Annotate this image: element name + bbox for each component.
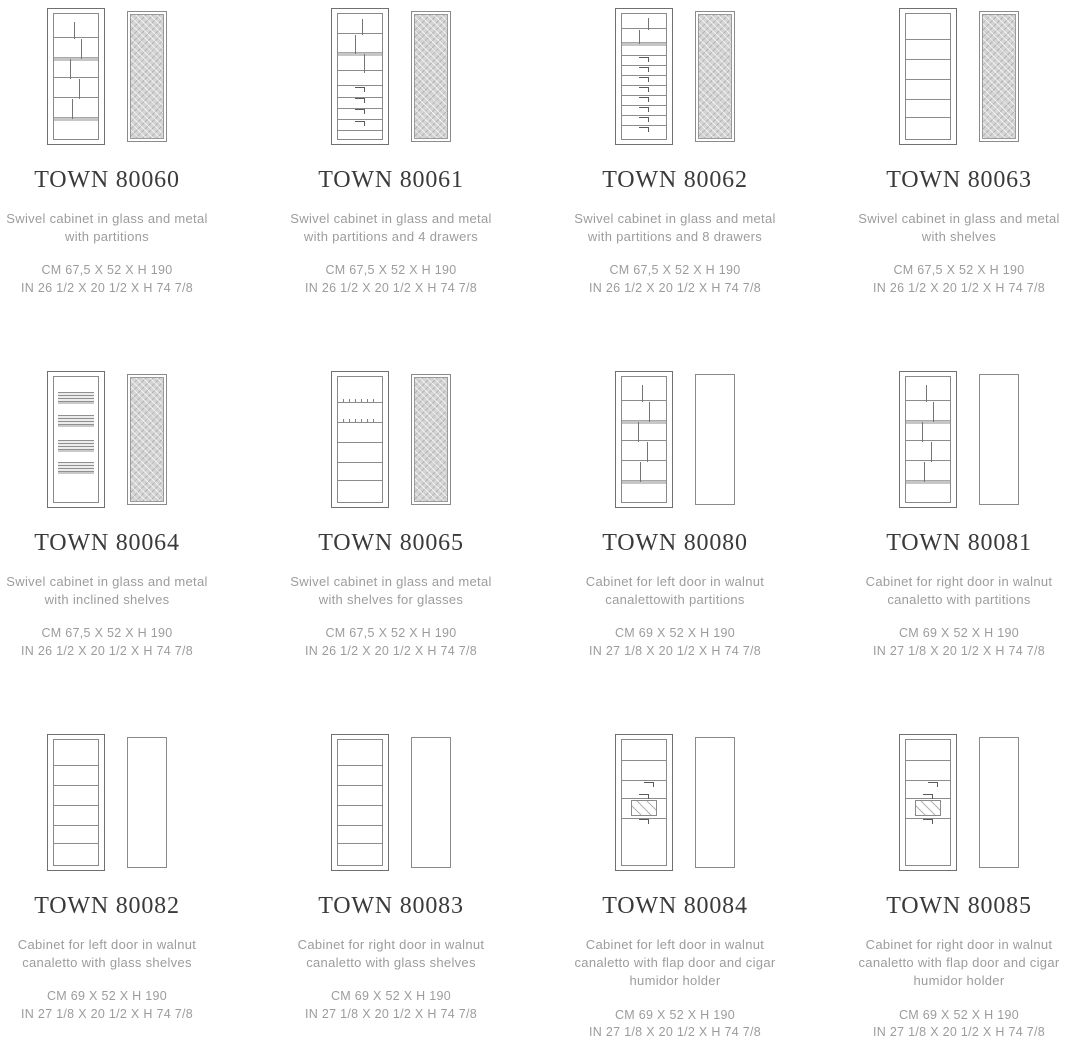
cabinet-door-panel [695, 11, 735, 142]
product-description [249, 573, 533, 609]
cabinet-drawing [249, 734, 533, 871]
partition-line [355, 35, 356, 54]
door-surface [414, 14, 448, 139]
product-dimensions [817, 1007, 1074, 1042]
cabinet-open-view [899, 371, 957, 508]
description-line: with inclined shelves [44, 592, 170, 608]
shelf-line [906, 99, 950, 100]
product-description [0, 573, 249, 609]
cabinet-drawing [533, 8, 817, 145]
drawer-pull [355, 121, 365, 126]
partition-line [642, 385, 643, 403]
product-code: TOWN 80064 [34, 530, 180, 556]
product-description [0, 936, 249, 972]
door-surface [980, 375, 1018, 504]
shelf-line [338, 843, 382, 844]
cabinet-open-view [47, 8, 105, 145]
shelf-thick [906, 480, 950, 484]
product-card [249, 363, 533, 726]
shelf-line [54, 77, 98, 78]
product-card [533, 726, 817, 1042]
shelf-line [338, 765, 382, 766]
cabinet-door-panel [979, 737, 1019, 868]
description-line: Cabinet for right door in walnut [865, 937, 1053, 952]
cabinet-interior [53, 13, 99, 140]
product-description [0, 210, 249, 246]
product-card [0, 363, 249, 726]
partition-line [74, 22, 75, 40]
description-line: canaletto with flap door and cigar [858, 955, 1060, 971]
description-line: with partitions [65, 229, 149, 245]
cabinet-door-panel [979, 374, 1019, 505]
cabinet-door-panel [127, 374, 167, 505]
cabinet-interior [337, 739, 383, 866]
product-code: TOWN 80083 [318, 893, 464, 919]
product-code: TOWN 80082 [34, 893, 180, 919]
cabinet-open-view [615, 8, 673, 145]
shelf-line [338, 442, 382, 443]
product-dimensions [817, 625, 1074, 660]
cabinet-open-view [331, 371, 389, 508]
description-line: Swivel cabinet in glass and metal [6, 574, 208, 589]
dimensions-inches: IN 26 1/2 X 20 1/2 X H 74 7/8 [21, 280, 193, 295]
description-line: Swivel cabinet in glass and metal [574, 211, 776, 226]
description-line: with shelves for glasses [318, 592, 464, 608]
shelf-line [906, 780, 950, 781]
slat [58, 415, 93, 427]
drawer-pull [639, 794, 649, 799]
product-description [249, 936, 533, 972]
dimensions-inches: IN 26 1/2 X 20 1/2 X H 74 7/8 [305, 643, 477, 658]
door-surface [980, 738, 1018, 867]
door-surface [696, 738, 734, 867]
dimensions-inches: IN 26 1/2 X 20 1/2 X H 74 7/8 [589, 280, 761, 295]
cabinet-interior [337, 376, 383, 503]
dimensions-cm: CM 69 X 52 X H 190 [46, 989, 168, 1004]
product-code: TOWN 80063 [886, 167, 1032, 193]
description-line: Cabinet for left door in walnut [17, 937, 197, 952]
shelf-line [622, 818, 666, 819]
cabinet-open-view [615, 734, 673, 871]
cabinet-interior [53, 739, 99, 866]
drawer-pull [639, 57, 649, 62]
partition-line [364, 54, 365, 73]
cabinet-door-panel [979, 11, 1019, 142]
dimensions-inches: IN 27 1/8 X 20 1/2 X H 74 7/8 [305, 1006, 477, 1021]
cabinet-open-view [899, 734, 957, 871]
cabinet-open-view [331, 734, 389, 871]
glass-ticks [343, 399, 376, 402]
product-description [533, 573, 817, 609]
humidor-glass [915, 800, 941, 816]
cabinet-drawing [817, 8, 1074, 145]
product-code: TOWN 80085 [886, 893, 1032, 919]
door-surface [130, 14, 164, 139]
cabinet-door-panel [411, 737, 451, 868]
partition-line [70, 59, 71, 79]
drawer-pull [923, 794, 933, 799]
product-code: TOWN 80060 [34, 167, 180, 193]
product-dimensions [249, 262, 533, 297]
description-line: Swivel cabinet in glass and metal [6, 211, 208, 226]
partition-line [926, 385, 927, 403]
cabinet-interior [621, 376, 667, 503]
door-surface [130, 377, 164, 502]
humidor-glass [631, 800, 657, 816]
product-dimensions [533, 262, 817, 297]
shelf-line [622, 460, 666, 461]
cabinet-interior [905, 376, 951, 503]
cabinet-drawing [0, 371, 249, 508]
drawer-pull [639, 127, 649, 132]
partition-line [81, 39, 82, 59]
dimensions-inches: IN 26 1/2 X 20 1/2 X H 74 7/8 [873, 280, 1045, 295]
drawer-pull [639, 117, 649, 122]
product-card [817, 363, 1074, 726]
drawer-pull [639, 87, 649, 92]
dimensions-cm: CM 69 X 52 X H 190 [898, 626, 1020, 641]
dimensions-inches: IN 27 1/8 X 20 1/2 X H 74 7/8 [589, 643, 761, 658]
drawer-pull [639, 67, 649, 72]
product-card [533, 363, 817, 726]
description-line: Cabinet for left door in walnut [585, 937, 765, 952]
cabinet-interior [905, 739, 951, 866]
drawer-pull [639, 819, 649, 824]
shelf-line [54, 785, 98, 786]
glass-ticks [343, 419, 376, 422]
description-line: canaletto with partitions [887, 592, 1031, 608]
product-card [0, 0, 249, 363]
drawer-pull [639, 107, 649, 112]
slat [58, 392, 93, 404]
dimensions-inches: IN 27 1/8 X 20 1/2 X H 74 7/8 [873, 1025, 1045, 1040]
dimensions-inches: IN 27 1/8 X 20 1/2 X H 74 7/8 [873, 643, 1045, 658]
product-description [817, 573, 1074, 609]
shelf-line [622, 28, 666, 29]
shelf-line [54, 843, 98, 844]
cabinet-open-view [899, 8, 957, 145]
shelf-line [338, 805, 382, 806]
drawer-pull [928, 782, 938, 787]
dimensions-cm: CM 67,5 X 52 X H 190 [41, 626, 173, 641]
dimensions-cm: CM 69 X 52 X H 190 [898, 1007, 1020, 1022]
cabinet-drawing [0, 8, 249, 145]
drawer-pull [644, 782, 654, 787]
door-surface [414, 377, 448, 502]
partition-line [638, 422, 639, 442]
shelf-thick [906, 420, 950, 424]
description-line: Swivel cabinet in glass and metal [290, 211, 492, 226]
product-dimensions [249, 988, 533, 1023]
dimensions-cm: CM 69 X 52 X H 190 [614, 626, 736, 641]
shelf-line [54, 825, 98, 826]
dimensions-cm: CM 67,5 X 52 X H 190 [41, 263, 173, 278]
cabinet-drawing [533, 371, 817, 508]
partition-line [362, 19, 363, 35]
dimensions-inches: IN 27 1/8 X 20 1/2 X H 74 7/8 [589, 1025, 761, 1040]
dimensions-cm: CM 67,5 X 52 X H 190 [325, 263, 457, 278]
dimensions-inches: IN 26 1/2 X 20 1/2 X H 74 7/8 [21, 643, 193, 658]
drawer-pull [639, 77, 649, 82]
shelf-line [54, 765, 98, 766]
partition-line [79, 79, 80, 99]
dimensions-cm: CM 69 X 52 X H 190 [330, 989, 452, 1004]
cabinet-open-view [47, 371, 105, 508]
cabinet-door-panel [695, 374, 735, 505]
product-dimensions [0, 625, 249, 660]
shelf-line [338, 33, 382, 34]
partition-line [649, 402, 650, 422]
product-description [817, 936, 1074, 991]
description-line: Cabinet for right door in walnut [865, 574, 1053, 589]
dimensions-cm: CM 69 X 52 X H 190 [614, 1007, 736, 1022]
product-description [817, 210, 1074, 246]
description-line: canaletto with flap door and cigar [574, 955, 776, 971]
cabinet-interior [621, 13, 667, 140]
product-description [533, 936, 817, 991]
cabinet-door-panel [411, 374, 451, 505]
product-dimensions [0, 988, 249, 1023]
cabinet-interior [337, 13, 383, 140]
drawer-pull [355, 109, 365, 114]
description-line: canaletto with glass shelves [22, 955, 192, 971]
dimensions-cm: CM 67,5 X 52 X H 190 [609, 263, 741, 278]
shelf-line [54, 97, 98, 98]
product-card [817, 726, 1074, 1042]
cabinet-door-panel [695, 737, 735, 868]
description-line: with partitions and 8 drawers [587, 229, 763, 245]
cabinet-drawing [817, 734, 1074, 871]
product-description [533, 210, 817, 246]
door-surface [698, 14, 732, 139]
description-line: Cabinet for left door in walnut [585, 574, 765, 589]
shelf-line [54, 805, 98, 806]
dimensions-inches: IN 27 1/8 X 20 1/2 X H 74 7/8 [21, 1006, 193, 1021]
product-code: TOWN 80062 [602, 167, 748, 193]
shelf-line [338, 785, 382, 786]
product-dimensions [249, 625, 533, 660]
drawer-pull [639, 97, 649, 102]
product-code: TOWN 80080 [602, 530, 748, 556]
shelf-thick [54, 57, 98, 61]
cabinet-drawing [249, 8, 533, 145]
cabinet-open-view [331, 8, 389, 145]
partition-line [640, 462, 641, 482]
description-line: Swivel cabinet in glass and metal [290, 574, 492, 589]
description-line: with partitions and 4 drawers [303, 229, 479, 245]
shelf-line [906, 39, 950, 40]
cabinet-interior [53, 376, 99, 503]
description-line: humidor holder [629, 973, 721, 989]
description-line: Swivel cabinet in glass and metal [858, 211, 1060, 226]
product-card [533, 0, 817, 363]
product-description [249, 210, 533, 246]
slat [58, 440, 93, 452]
shelf-line [338, 825, 382, 826]
shelf-line [906, 818, 950, 819]
shelf-line [906, 79, 950, 80]
dimensions-inches: IN 26 1/2 X 20 1/2 X H 74 7/8 [305, 280, 477, 295]
cabinet-drawing [0, 734, 249, 871]
cabinet-drawing [817, 371, 1074, 508]
cabinet-door-panel [411, 11, 451, 142]
shelf-line [338, 70, 382, 71]
shelf-thick [338, 52, 382, 56]
product-card [249, 726, 533, 1042]
cabinet-interior [905, 13, 951, 140]
partition-line [933, 402, 934, 422]
product-code: TOWN 80081 [886, 530, 1032, 556]
drawer-pull [355, 98, 365, 103]
cabinet-interior [621, 739, 667, 866]
door-surface [128, 738, 166, 867]
door-surface [982, 14, 1016, 139]
partition-line [72, 99, 73, 119]
door-surface [696, 375, 734, 504]
drawer-pull [355, 87, 365, 92]
product-dimensions [0, 262, 249, 297]
cabinet-open-view [615, 371, 673, 508]
shelf-line [338, 462, 382, 463]
door-surface [412, 738, 450, 867]
product-card [249, 0, 533, 363]
description-line: canaletto with glass shelves [306, 955, 476, 971]
cabinet-drawing [249, 371, 533, 508]
shelf-line [906, 117, 950, 118]
shelf-line [906, 400, 950, 401]
product-dimensions [817, 262, 1074, 297]
shelf-line [622, 400, 666, 401]
dimensions-cm: CM 67,5 X 52 X H 190 [893, 263, 1025, 278]
partition-line [922, 422, 923, 442]
dimensions-cm: CM 67,5 X 52 X H 190 [325, 626, 457, 641]
shelf-line [338, 480, 382, 481]
cabinet-drawing [533, 734, 817, 871]
partition-line [924, 462, 925, 482]
cabinet-door-panel [127, 11, 167, 142]
shelf-line [622, 780, 666, 781]
shelf-line [906, 440, 950, 441]
shelf-thick [622, 480, 666, 484]
shelf-line [906, 760, 950, 761]
shelf-thick [622, 42, 666, 46]
product-card [817, 0, 1074, 363]
shelf-line [338, 130, 382, 131]
description-line: Cabinet for right door in walnut [297, 937, 485, 952]
product-dimensions [533, 625, 817, 660]
shelf-line [54, 37, 98, 38]
shelf-thick [622, 420, 666, 424]
description-line: humidor holder [913, 973, 1005, 989]
cabinet-door-panel [127, 737, 167, 868]
partition-line [931, 442, 932, 462]
shelf-line [622, 760, 666, 761]
product-code: TOWN 80061 [318, 167, 464, 193]
slat [58, 462, 93, 474]
description-line: with shelves [921, 229, 997, 245]
product-code: TOWN 80065 [318, 530, 464, 556]
partition-line [648, 18, 649, 31]
shelf-line [906, 460, 950, 461]
description-line: canalettowith partitions [605, 592, 745, 608]
partition-line [647, 442, 648, 462]
shelf-thick [54, 117, 98, 121]
product-dimensions [533, 1007, 817, 1042]
drawer-pull [923, 819, 933, 824]
shelf-line [906, 59, 950, 60]
partition-line [639, 30, 640, 44]
cabinet-open-view [47, 734, 105, 871]
shelf-line [622, 440, 666, 441]
product-code: TOWN 80084 [602, 893, 748, 919]
product-card [0, 726, 249, 1042]
